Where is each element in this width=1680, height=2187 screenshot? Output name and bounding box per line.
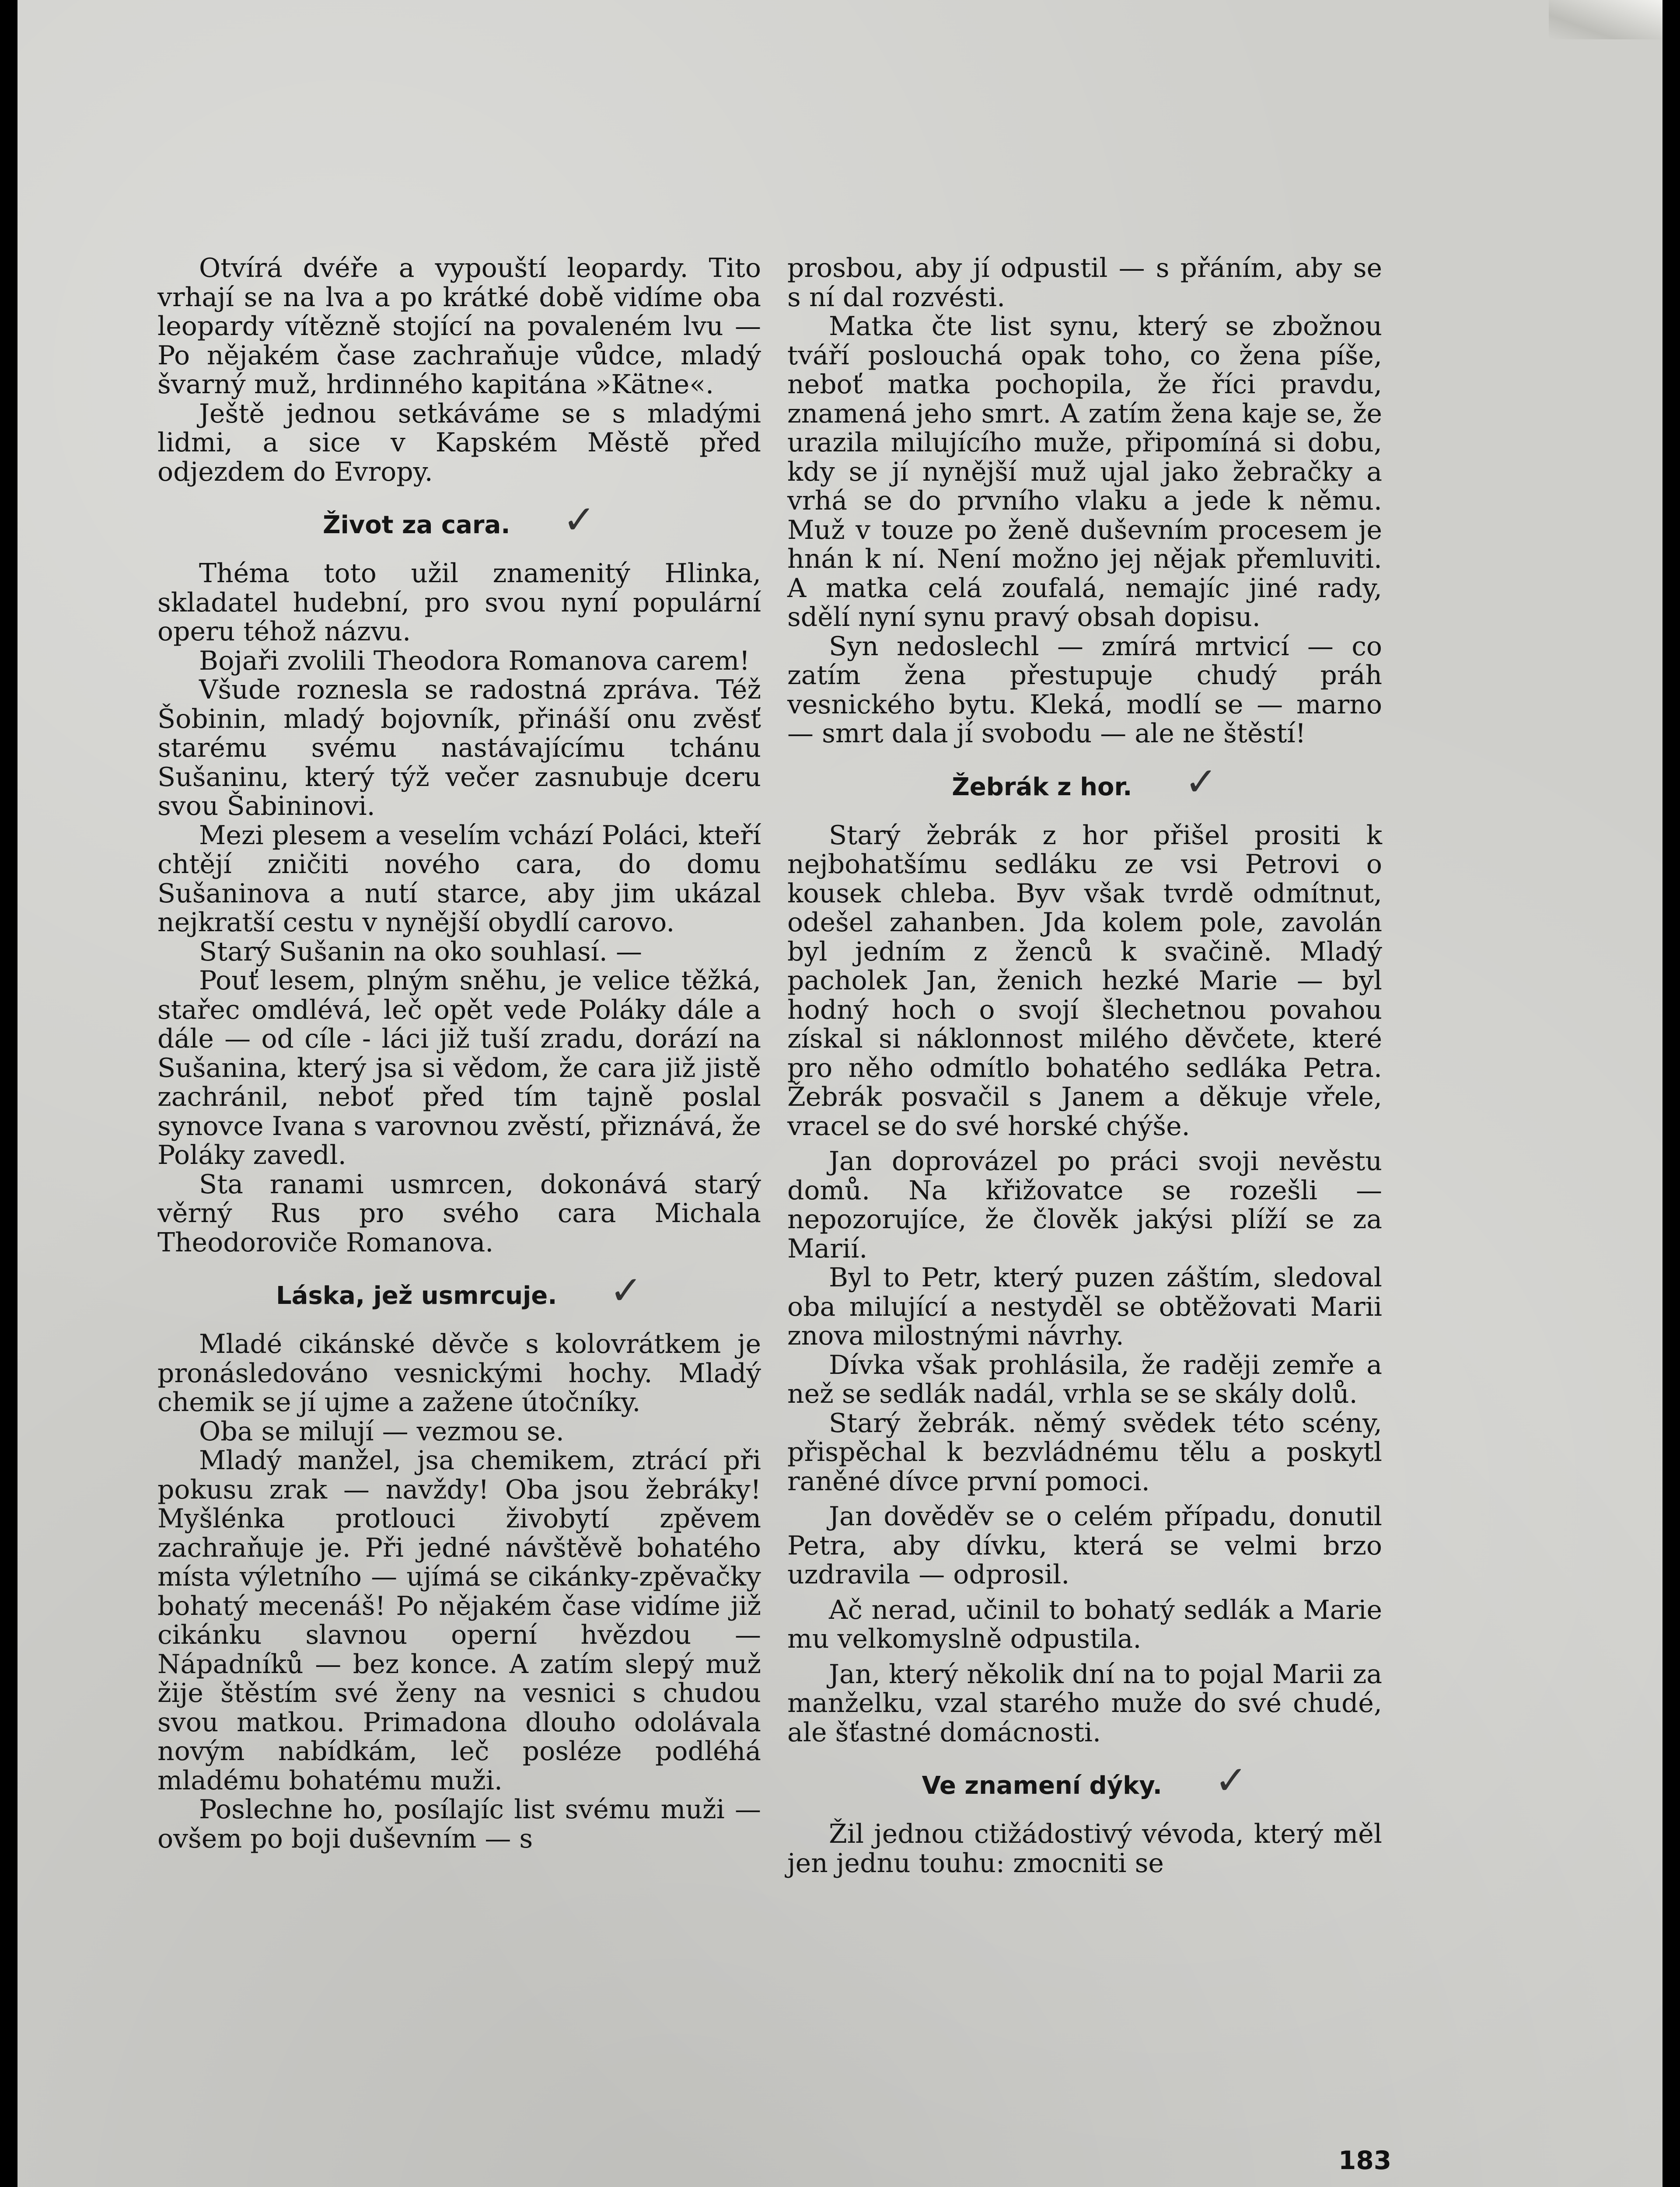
paragraph: Ač nerad, učinil to bohatý sedlák a Marie mu velkomyslně odpustila.: [787, 1594, 1382, 1654]
heading-text: Život za cara.: [322, 511, 510, 539]
paragraph: Mladé cikánské děvče s kolovrátkem je pronásledováno vesnickými hochy. Mladý chemik se jí ujme a zažene útočníky.: [157, 1329, 761, 1418]
paragraph: Ještě jednou setkáváme se s mladými lidmi, a sice v Kapském Městě před odjezdem do Evropy.: [157, 398, 761, 487]
section-heading-ve-znameni-dyky: [787, 1757, 1382, 1803]
paragraph: Byl to Petr, který puzen záštím, sledoval oba milující a nestyděl se obtěžovati Marii znova milostnými návrhy.: [787, 1262, 1382, 1351]
section-heading-zebrak-z-hor: [787, 758, 1382, 805]
checkmark-icon: ✓: [1214, 1757, 1248, 1803]
paragraph: Théma toto užil znamenitý Hlinka, skladatel hudební, pro svou nyní populární operu téhož názvu.: [157, 558, 761, 647]
paragraph: Starý Sušanin na oko souhlasí. —: [199, 936, 642, 967]
checkmark-icon: ✓: [609, 1268, 643, 1314]
heading-text: Láska, jež usmrcuje.: [276, 1282, 557, 1310]
paragraph-continuation: prosbou, aby jí odpustil — s přáním, aby se s ní dal rozvésti.: [787, 253, 1382, 313]
left-column: [157, 254, 761, 1853]
paragraph: Sta ranami usmrcen, dokonává starý věrný Rus pro svého cara Michala Theodoroviče Romanova.: [157, 1169, 761, 1258]
paragraph: Všude roznesla se radostná zpráva. Též Šobinin, mladý bojovník, přináší onu zvěsť starému svému nastávajícímu tchánu Sušaninu, který týž večer zasnubuje dceru svou Šabininovi.: [157, 674, 761, 821]
paragraph: Otvírá dvéře a vypouští leopardy. Tito vrhají se na lva a po krátké době vidíme oba leopardy vítězně stojící na povaleném lvu — Po nějakém čase zachraňuje vůdce, mladý švarný muž, hrdinného kapitána »Kätne«.: [157, 253, 761, 400]
paragraph: Starý žebrák. němý svědek této scény, přispěchal k bezvládnému tělu a poskytl raněné dívce první pomoci.: [787, 1408, 1382, 1497]
paragraph: Syn nedoslechl — zmírá mrtvicí — co zatím žena přestupuje chudý práh vesnického bytu. Kleká, modlí se — marno — smrt dala jí svobodu — ale ne štěstí!: [787, 631, 1382, 749]
right-column: [787, 254, 1382, 1878]
section-heading-zivot-za-cara: [157, 497, 761, 543]
paragraph: Jan dověděv se o celém případu, donutil Petra, aby dívku, která se velmi brzo uzdravila — odprosil.: [787, 1501, 1382, 1590]
section-heading-laska-jez-usmrcuje: [157, 1268, 761, 1314]
page-number: 183: [1338, 2145, 1392, 2175]
paragraph: Oba se milují — vezmou se.: [199, 1416, 564, 1447]
paragraph: Poslechne ho, posílajíc list svému muži — ovšem po boji duševním — s: [157, 1794, 761, 1854]
checkmark-icon: ✓: [562, 497, 596, 543]
paragraph: Jan, který několik dní na to pojal Marii za manželku, vzal starého muže do své chudé, ale šťastné domácnosti.: [787, 1659, 1382, 1748]
scanned-page: [17, 0, 1663, 2187]
paragraph: Matka čte list synu, který se zbožnou tváří poslouchá opak toho, co žena píše, neboť matka pochopila, že říci pravdu, znamená jeho smrt. A zatím žena kaje se, že urazila milujícího muže, připomíná si dobu, kdy se jí nynější muž ujal jako žebračky a vrhá se do prvního vlaku a jede k němu. Muž v touze po ženě duševním procesem je hnán k ní. Není možno jej nějak přemluviti. A matka celá zoufalá, nemajíc jiné rady, sdělí nyní synu pravý obsah dopisu.: [787, 311, 1382, 632]
paragraph: Žil jednou ctižádostivý vévoda, který měl jen jednu touhu: zmocniti se: [787, 1819, 1382, 1879]
paragraph: Mezi plesem a veselím vchází Poláci, kteří chtějí zničiti nového cara, do domu Sušaninova a nutí starce, aby jim ukázal nejkratší cestu v nynější obydlí carovo.: [157, 820, 761, 938]
heading-text: Žebrák z hor.: [952, 772, 1132, 801]
paragraph: Dívka však prohlásila, že raději zemře a než se sedlák nadál, vrhla se se skály dolů.: [787, 1349, 1382, 1409]
paragraph: Starý žebrák z hor přišel prositi k nejbohatšímu sedláku ze vsi Petrovi o kousek chleba. Byv však tvrdě odmítnut, odešel zahanben. Jda kolem pole, zavolán byl jedním z ženců k svačině. Mladý pacholek Jan, ženich hezké Marie — byl hodný hoch o svojí šlechetnou povahou získal si náklonnost milého děvčete, které pro něho odmítlo bohatého sedláka Petra. Žebrák posvačil s Janem a děkuje vřele, vracel se do své horské chýše.: [787, 820, 1382, 1142]
heading-text: Ve znamení dýky.: [922, 1771, 1162, 1800]
paragraph: Pouť lesem, plným sněhu, je velice těžká, stařec omdlévá, leč opět vede Poláky dále a dále — od cíle - láci již tuší zradu, dorází na Sušanina, který jsa si vědom, že cara již jistě zachránil, neboť před tím tajně poslal synovce Ivana s varovnou zvěstí, přiznává, že Poláky zavedl.: [157, 965, 761, 1170]
paragraph: Mladý manžel, jsa chemikem, ztrácí při pokusu zrak — navždy! Oba jsou žebráky! Myšlénka protlouci živobytí zpěvem zachraňuje je. Při jedné návštěvě bohatého místa výletního — ujímá se cikánky-zpěvačky bohatý mecenáš! Po nějakém čase vidíme již cikánku slavnou operní hvězdou — Nápadníků — bez konce. A zatím slepý muž žije štěstím své ženy na vesnici s chudou svou matkou. Primadona dlouho odolávala novým nabídkám, leč posléze podléhá mladému bohatému muži.: [157, 1445, 761, 1796]
paragraph: Bojaři zvolili Theodora Romanova carem!: [199, 645, 750, 676]
paragraph: Jan doprovázel po práci svoji nevěstu domů. Na křižovatce se rozešli — nepozorujíce, že člověk jakýsi plíží se za Marií.: [787, 1146, 1382, 1264]
checkmark-icon: ✓: [1184, 758, 1218, 805]
page-corner-fold: [1549, 0, 1663, 39]
